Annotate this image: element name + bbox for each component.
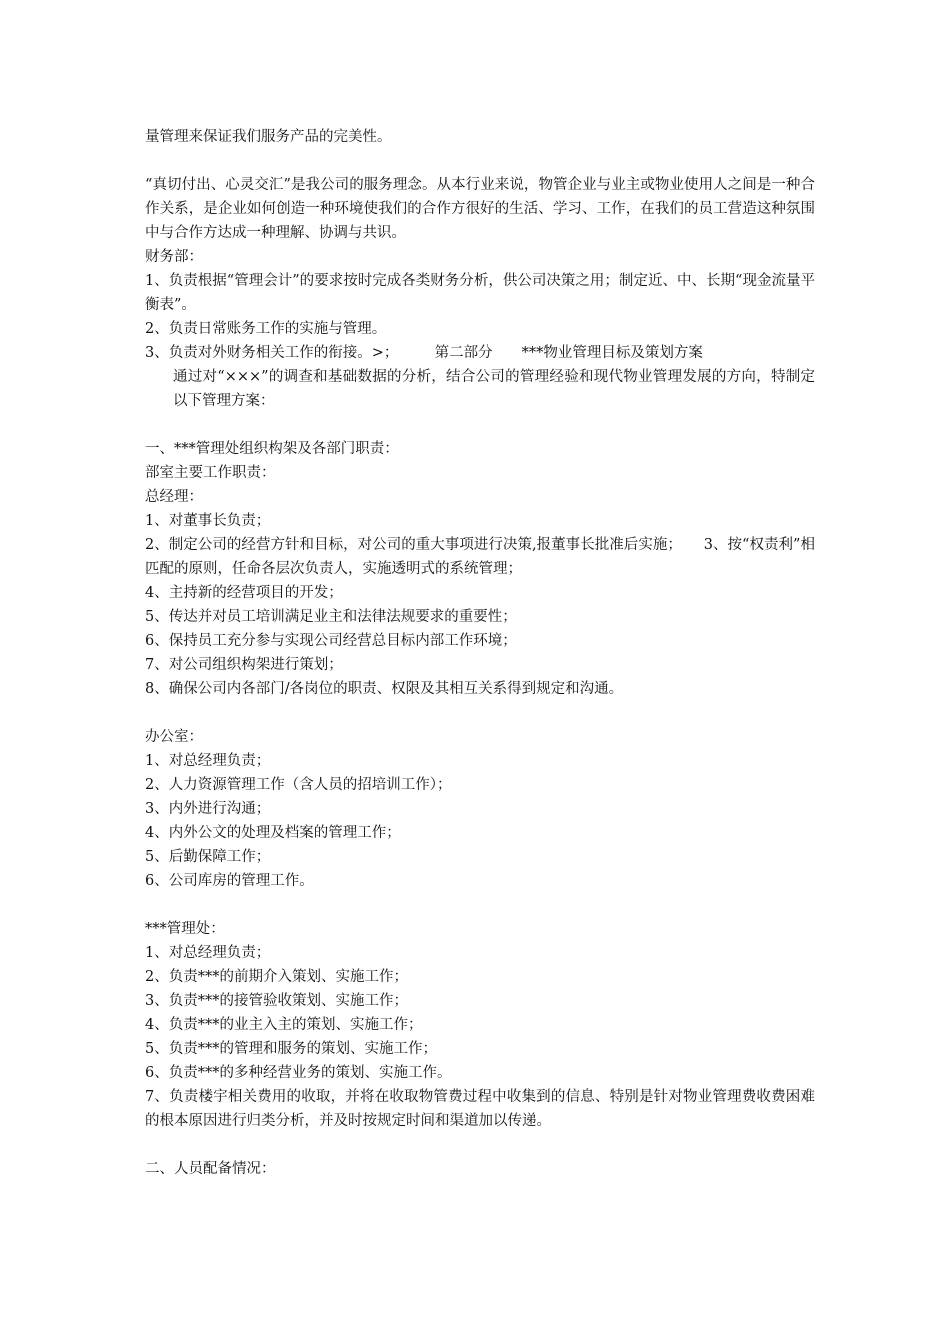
gm-item-2: 2、制定公司的经营方针和目标，对公司的重大事项进行决策,报董事长批准后实施； 3、按“权责利”相匹配的原则，任命各层次负责人，实施透明式的系统管理；: [145, 537, 815, 577]
gm-item-4: 4、主持新的经营项目的开发；: [145, 585, 343, 601]
mgmt-item-6: 6、负责***的多种经营业务的策划、实施工作。: [145, 1065, 452, 1081]
mgmt-title: ***管理处：: [145, 921, 225, 937]
finance-item-1: 1、负责根据“管理会计”的要求按时完成各类财务分析，供公司决策之用；制定近、中、长期“现金流量平衡表”。: [145, 273, 815, 313]
blank-line: [145, 701, 815, 725]
blank-line: [145, 893, 815, 917]
section-heading-org: 一、***管理处组织构架及各部门职责：: [145, 441, 399, 457]
office-item-1: 1、对总经理负责；: [145, 753, 271, 769]
office-item-2: 2、人力资源管理工作（含人员的招培训工作）；: [145, 777, 452, 793]
section-heading-staffing: 二、人员配备情况：: [145, 1161, 276, 1177]
mgmt-item-2: 2、负责***的前期介入策划、实施工作；: [145, 969, 408, 985]
office-item-3: 3、内外进行沟通；: [145, 801, 271, 817]
office-item-5: 5、后勤保障工作；: [145, 849, 271, 865]
mgmt-item-4: 4、负责***的业主入主的策划、实施工作；: [145, 1017, 423, 1033]
finance-item-3: 3、负责对外财务相关工作的衔接。>； 第二部分 ***物业管理目标及策划方案: [145, 345, 703, 361]
gm-item-5: 5、传达并对员工培训满足业主和法律法规要求的重要性；: [145, 609, 517, 625]
blank-line: [145, 149, 815, 173]
finance-title: 财务部：: [145, 249, 203, 265]
gm-item-6: 6、保持员工充分参与实现公司经营总目标内部工作环境；: [145, 633, 517, 649]
mgmt-item-7: 7、负责楼宇相关费用的收取，并将在收取物管费过程中收集到的信息、特别是针对物业管理费收费困难的根本原因进行归类分析，并及时按规定时间和渠道加以传递。: [145, 1089, 815, 1129]
mgmt-item-1: 1、对总经理负责；: [145, 945, 271, 961]
section-subheading: 部室主要工作职责：: [145, 465, 276, 481]
office-item-6: 6、公司库房的管理工作。: [145, 873, 314, 889]
office-title: 办公室：: [145, 729, 203, 745]
blank-line: [145, 413, 815, 437]
gm-item-7: 7、对公司组织构架进行策划；: [145, 657, 343, 673]
blank-line: [145, 1133, 815, 1157]
document-page: [145, 125, 815, 1181]
office-item-4: 4、内外公文的处理及档案的管理工作；: [145, 825, 401, 841]
plan-intro-paragraph: 通过对“×××”的调查和基础数据的分析，结合公司的管理经验和现代物业管理发展的方向，特制定以下管理方案：: [173, 369, 815, 409]
gm-item-1: 1、对董事长负责；: [145, 513, 271, 529]
gm-item-8: 8、确保公司内各部门/各岗位的职责、权限及其相互关系得到规定和沟通。: [145, 681, 624, 697]
mgmt-item-3: 3、负责***的接管验收策划、实施工作；: [145, 993, 408, 1009]
gm-title: 总经理：: [145, 489, 203, 505]
service-philosophy-paragraph: “真切付出、心灵交汇”是我公司的服务理念。从本行业来说，物管企业与业主或物业使用人之间是一种合作关系，是企业如何创造一种环境使我们的合作方很好的生活、学习、工作，在我们的员工营造这种氛围中与合作方达成一种理解、协调与共识。: [145, 177, 815, 241]
intro-line: 量管理来保证我们服务产品的完美性。: [145, 129, 392, 145]
mgmt-item-5: 5、负责***的管理和服务的策划、实施工作；: [145, 1041, 437, 1057]
finance-item-2: 2、负责日常账务工作的实施与管理。: [145, 321, 387, 337]
